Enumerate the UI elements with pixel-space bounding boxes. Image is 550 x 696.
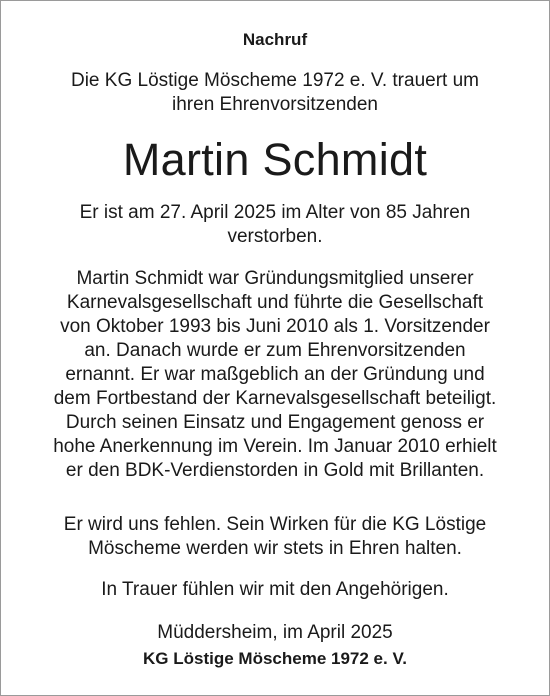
intro-line: ihren Ehrenvorsitzenden xyxy=(172,94,378,115)
farewell-line: Möscheme werden wir stets in Ehren halten. xyxy=(88,538,462,559)
biography-line: dem Fortbestand der Karnevalsgesellschaft beteiligt. xyxy=(53,388,497,409)
farewell-line: Er wird uns fehlen. Sein Wirken für die KG Löstige xyxy=(63,514,487,535)
biography-line: er den BDK-Verdienstorden in Gold mit Brillanten. xyxy=(65,460,485,481)
death-info-line: Er ist am 27. April 2025 im Alter von 85 Jahren xyxy=(79,202,471,223)
place-date: Müddersheim, im April 2025 xyxy=(157,622,393,643)
farewell-paragraph xyxy=(1,513,549,561)
biography-line: Martin Schmidt war Gründungsmitglied unserer xyxy=(76,268,474,289)
biography-line: ernannt. Er war maßgeblich an der Gründung und xyxy=(65,364,485,385)
condolence-text: In Trauer fühlen wir mit den Angehörigen. xyxy=(101,579,449,600)
biography-line: von Oktober 1993 bis Juni 2010 als 1. Vorsitzender xyxy=(60,316,490,337)
biography-line: hohe Anerkennung im Verein. Im Januar 2010 erhielt xyxy=(53,436,497,457)
death-info xyxy=(1,201,549,249)
intro-line: Die KG Löstige Möscheme 1972 e. V. trauert um xyxy=(70,70,479,91)
deceased-name: Martin Schmidt xyxy=(122,134,428,185)
biography-paragraph xyxy=(1,267,549,483)
intro-text xyxy=(1,69,549,117)
biography-line: Durch seinen Einsatz und Engagement genoss er xyxy=(65,412,485,433)
signature: KG Löstige Möscheme 1972 e. V. xyxy=(143,649,407,668)
biography-line: Karnevalsgesellschaft und führte die Gesellschaft xyxy=(66,292,484,313)
notice-title: Nachruf xyxy=(242,30,308,49)
biography-line: an. Danach wurde er zum Ehrenvorsitzenden xyxy=(84,340,466,361)
death-info-line: verstorben. xyxy=(227,226,323,247)
